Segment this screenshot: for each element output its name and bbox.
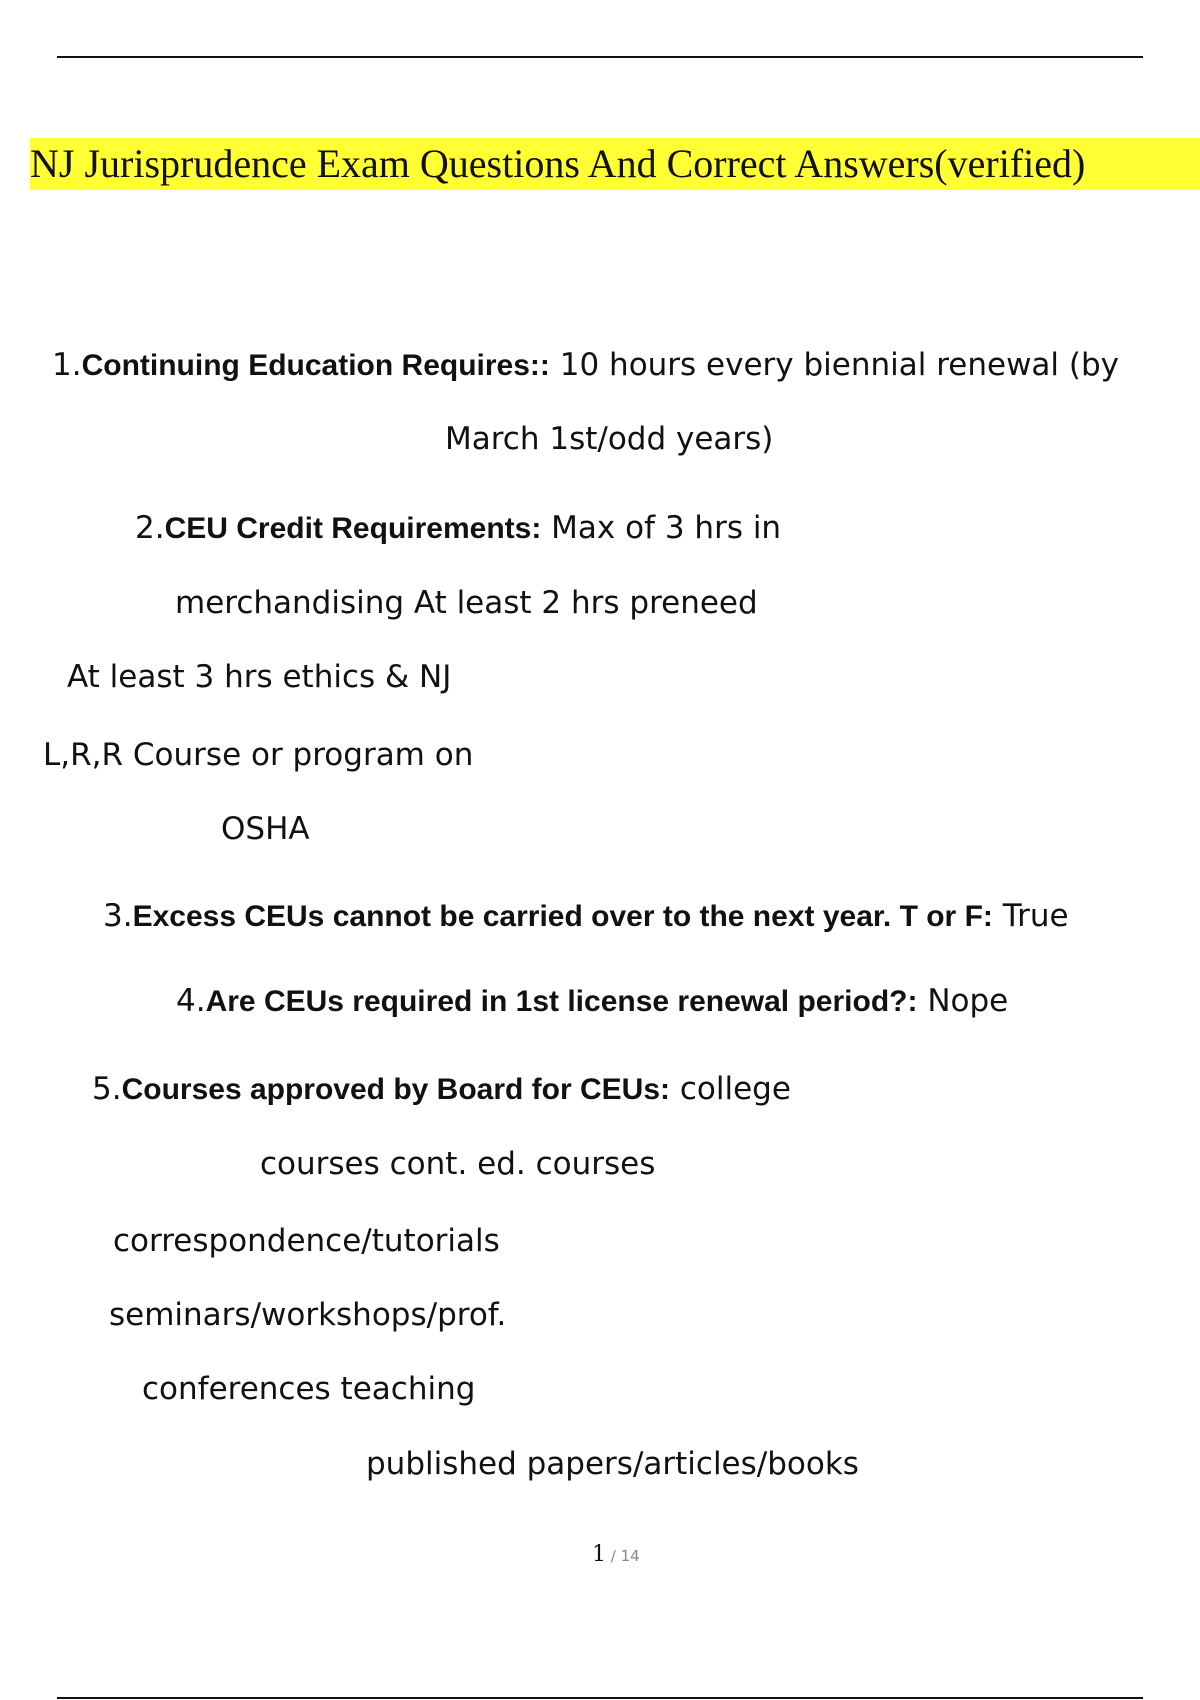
item-number: 1. (52, 347, 82, 383)
answer-text: Nope (917, 983, 1009, 1019)
answer-continuation: March 1st/odd years) (445, 421, 774, 457)
answer-continuation: merchandising At least 2 hrs preneed (175, 585, 758, 621)
answer-text: True (992, 898, 1069, 934)
answer-continuation: At least 3 hrs ethics & NJ (67, 659, 452, 695)
item-number: 2. (135, 510, 165, 546)
item-number: 5. (92, 1071, 122, 1107)
list-item (92, 1069, 791, 1110)
question-text: Continuing Education Requires:: (81, 349, 550, 382)
answer-text: Max of 3 hrs in (541, 510, 782, 546)
document-title: NJ Jurisprudence Exam Questions And Correct Answers(verified) (30, 138, 1200, 190)
page-total: / 14 (606, 1547, 640, 1565)
item-number: 4. (176, 983, 206, 1019)
list-item (176, 981, 1008, 1022)
question-text: CEU Credit Requirements: (164, 512, 542, 545)
question-text: Excess CEUs cannot be carried over to the next year. T or F: (132, 900, 993, 933)
answer-continuation: seminars/workshops/prof. (109, 1297, 507, 1333)
question-text: Are CEUs required in 1st license renewal period?: (205, 985, 918, 1018)
answer-continuation: correspondence/tutorials (113, 1223, 500, 1259)
list-item (52, 345, 1119, 386)
item-number: 3. (103, 898, 133, 934)
answer-text: college (670, 1071, 791, 1107)
answer-continuation: published papers/articles/books (366, 1446, 859, 1482)
list-item (135, 508, 781, 549)
page-number (592, 1540, 640, 1571)
list-item (103, 896, 1069, 937)
answer-continuation: courses cont. ed. courses (260, 1146, 656, 1182)
answer-continuation: conferences teaching (142, 1371, 476, 1407)
answer-text: 10 hours every biennial renewal (by (549, 347, 1120, 383)
answer-continuation: OSHA (221, 811, 310, 847)
bottom-rule (57, 1697, 1143, 1699)
question-text: Courses approved by Board for CEUs: (121, 1073, 671, 1106)
answer-continuation: L,R,R Course or program on (43, 737, 474, 773)
top-rule (57, 56, 1143, 58)
current-page: 1 (592, 1542, 606, 1567)
